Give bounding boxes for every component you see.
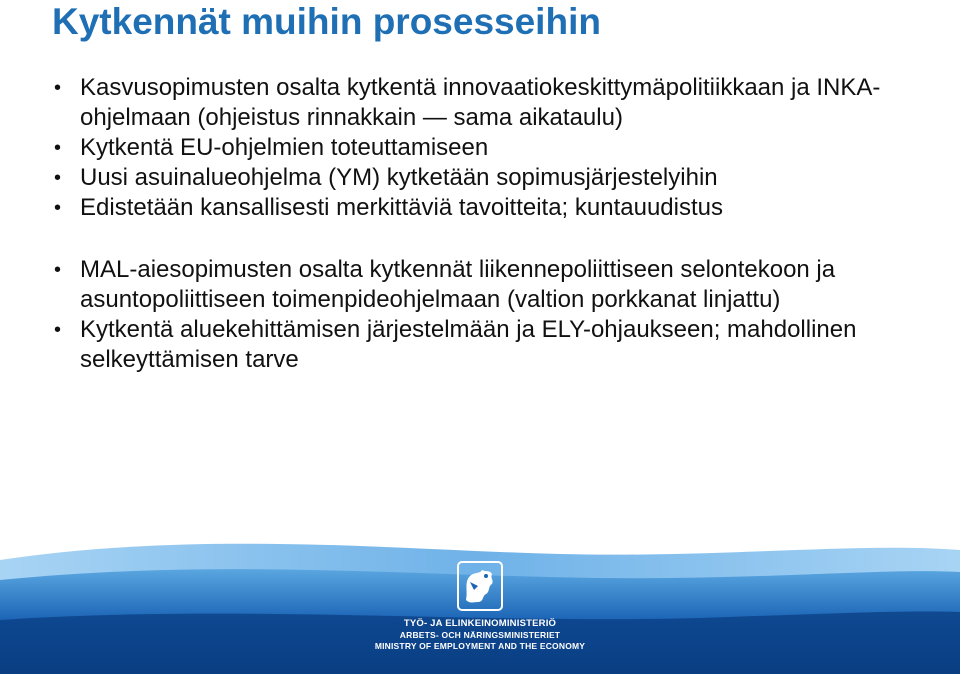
bullet-list: [52, 73, 932, 375]
bullet-item: [52, 315, 932, 375]
bullet-item: [52, 255, 932, 315]
ministry-name-swedish: ARBETS- OCH NÄRINGSMINISTERIET: [399, 630, 561, 640]
bullet-dot-icon: •: [54, 319, 62, 341]
bullet-text: Kytkentä aluekehittämisen järjestelmään ja ELY-ohjaukseen; mahdollinen selkeyttämisen tarve: [80, 316, 857, 373]
bullet-text: Kytkentä EU-ohjelmien toteuttamiseen: [80, 134, 489, 161]
bullet-dot-icon: •: [54, 259, 62, 281]
bullet-dot-icon: •: [54, 137, 62, 159]
bullet-dot-icon: •: [54, 167, 62, 189]
bullet-text: Kasvusopimusten osalta kytkentä innovaatiokeskittymäpolitiikkaan ja INKA-ohjelmaan (ohjeistus rinnakkain — sama aikataulu): [80, 74, 881, 131]
bullet-item: [52, 133, 932, 163]
bullet-dot-icon: •: [54, 197, 62, 219]
bullet-text: Edistetään kansallisesti merkittäviä tavoitteita; kuntauudistus: [80, 194, 723, 221]
coat-of-arms-lion-icon: [456, 560, 504, 612]
ministry-logo: [373, 560, 587, 660]
bullet-text: Uusi asuinalueohjelma (YM) kytketään sopimusjärjestelyihin: [80, 164, 718, 191]
bullet-text: MAL-aiesopimusten osalta kytkennät liikennepoliittiseen selontekoon ja asuntopoliittiseen toimenpideohjelmaan (valtion porkkanat linjattu): [80, 256, 836, 313]
slide-title: Kytkennät muihin prosesseihin: [52, 1, 601, 42]
ministry-name-finnish: TYÖ- JA ELINKEINOMINISTERIÖ: [403, 618, 557, 629]
bullet-item: [52, 73, 932, 133]
bullet-item: [52, 163, 932, 193]
ministry-name-english: MINISTRY OF EMPLOYMENT AND THE ECONOMY: [374, 641, 586, 651]
bullet-dot-icon: •: [54, 77, 62, 99]
bullet-item: [52, 193, 932, 223]
